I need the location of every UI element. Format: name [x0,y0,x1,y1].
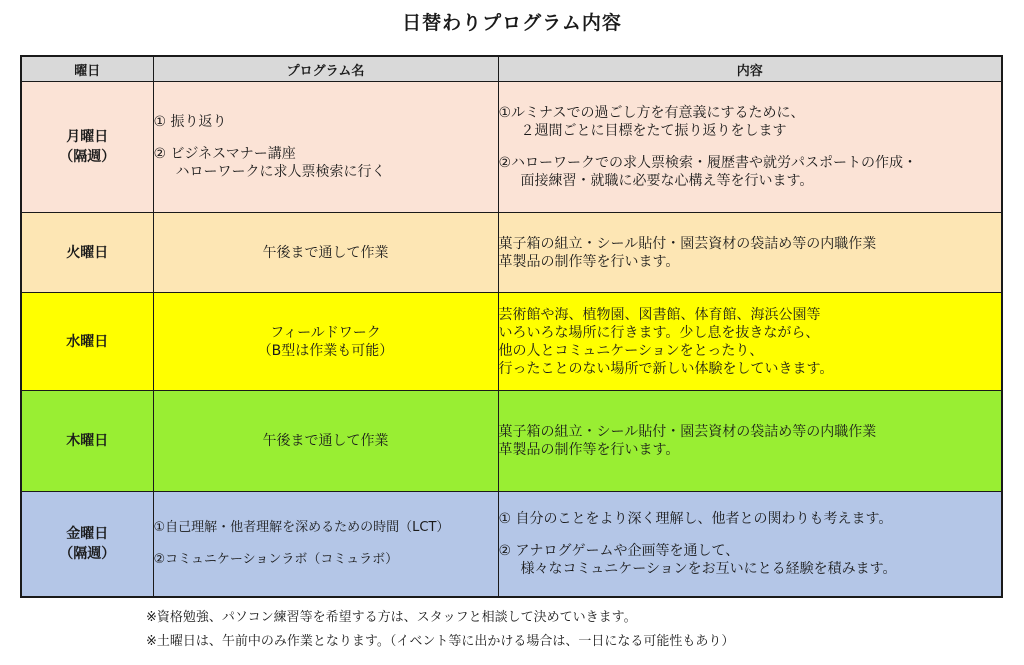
program-line: フィールドワーク [270,324,381,341]
day-note: （隔週） [59,149,116,165]
day-cell-tuesday [21,213,153,293]
table-row-monday [21,82,1002,213]
content-line: 菓子箱の組立・シール貼付・園芸資材の袋詰め等の内職作業 [498,424,877,440]
table-row-friday [21,492,1002,598]
page-title: 日替わりプログラム内容 [402,12,622,34]
content-cell-thursday [498,391,1002,492]
day-label: 月曜日 [66,129,109,145]
program-schedule-table [20,55,1003,598]
content-line: いろいろな場所に行きます。少し息を抜きながら、 [498,324,820,341]
day-cell-monday [21,82,153,213]
table-row-wednesday [21,293,1002,391]
program-line: ① 振り返り [153,114,227,130]
content-cell-monday [498,82,1002,213]
content-line: 行ったことのない場所で新しい体験をしていきます。 [498,360,834,377]
table-header-row [21,56,1002,82]
program-line: ②コミュニケーションラボ（コミュラボ） [153,552,399,567]
footnote: ※土曜日は、午前中のみ作業となります。（イベント等に出かける場合は、一日になる可能性もあり） [146,634,735,649]
program-cell-wednesday [153,293,498,391]
day-label: 木曜日 [66,433,109,449]
content-line: 革製品の制作等を行います。 [498,442,680,458]
content-line: ① 自分のことをより深く理解し、他者との関わりも考えます。 [498,511,893,527]
program-line: ② ビジネスマナー講座 [153,146,296,162]
content-cell-friday [498,492,1002,598]
program-line: ①自己理解・他者理解を深めるための時間（LCT） [153,520,450,535]
header-day: 曜日 [21,56,153,82]
day-label: 火曜日 [66,244,109,261]
program-line: 午後まで通して作業 [262,433,389,449]
content-line: ①ルミナスでの過ごし方を有意義にするために、 [498,105,805,121]
program-cell-tuesday [153,213,498,293]
header-program: プログラム名 [153,56,498,82]
table-row-tuesday [21,213,1002,293]
day-note: （隔週） [59,546,116,562]
content-cell-wednesday [498,293,1002,391]
content-cell-tuesday [498,213,1002,293]
content-line: ②ハローワークでの求人票検索・履歴書や就労パスポートの作成・ [498,155,918,171]
content-line: 芸術館や海、植物園、図書館、体育館、海浜公園等 [498,306,821,323]
program-cell-thursday [153,391,498,492]
content-line: ② アナログゲームや企画等を通して、 [498,543,740,559]
program-cell-friday [153,492,498,598]
day-cell-wednesday [21,293,153,391]
program-cell-monday [153,82,498,213]
footnote: ※資格勉強、パソコン練習等を希望する方は、スタッフと相談して決めていきます。 [146,610,637,625]
content-line: 面接練習・就職に必要な心構え等を行います。 [520,173,814,189]
program-line: （B型は作業も可能） [257,342,394,359]
day-cell-friday [21,492,153,598]
day-cell-thursday [21,391,153,492]
content-line: 菓子箱の組立・シール貼付・園芸資材の袋詰め等の内職作業 [498,235,877,252]
content-line: ２週間ごとに目標をたて振り返りをします [520,123,787,139]
day-label: 水曜日 [66,333,109,350]
content-line: 革製品の制作等を行います。 [498,253,680,270]
program-line: ハローワークに求人票検索に行く [175,164,386,180]
program-line: 午後まで通して作業 [262,244,389,261]
footnotes [146,606,734,654]
day-label: 金曜日 [66,526,109,542]
header-content: 内容 [498,56,1002,82]
content-line: 他の人とコミュニケーションをとったり、 [498,342,764,359]
table-row-thursday [21,391,1002,492]
content-line: 様々なコミュニケーションをお互いにとる経験を積みます。 [520,561,897,577]
